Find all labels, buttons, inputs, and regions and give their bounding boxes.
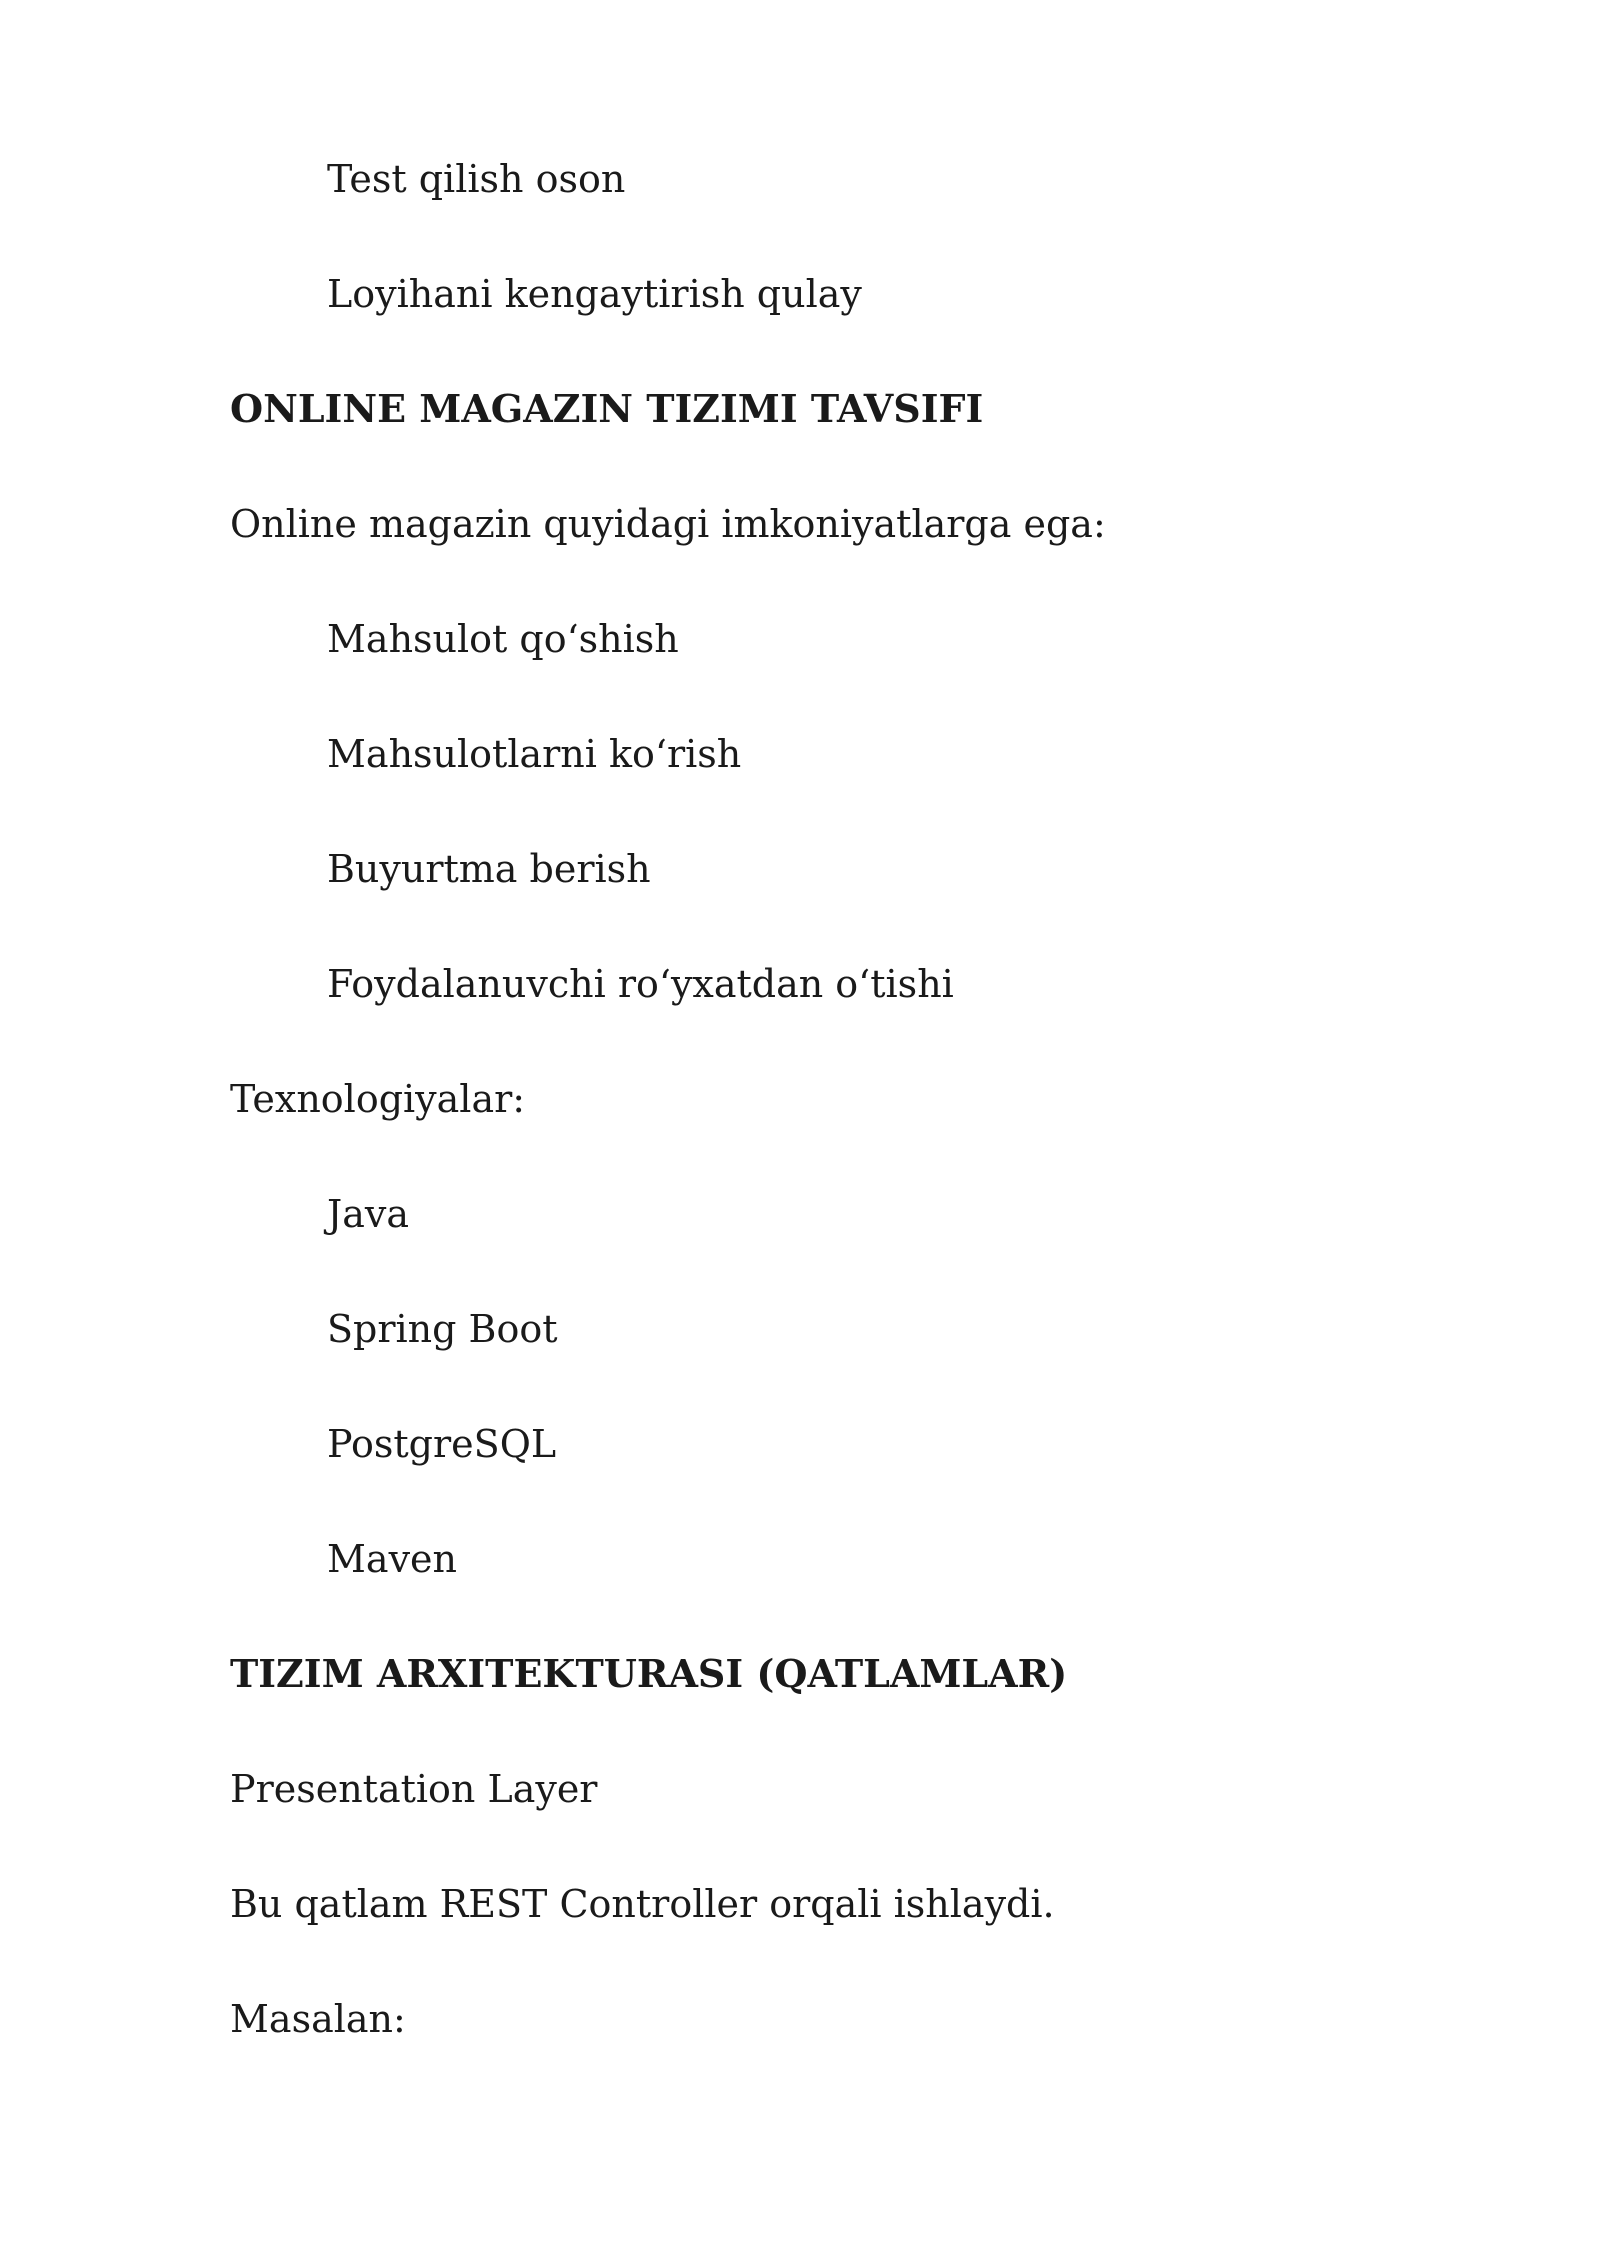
list-item: Foydalanuvchi ro‘yxatdan o‘tishi bbox=[327, 962, 954, 1006]
section-heading: TIZIM ARXITEKTURASI (QATLAMLAR) bbox=[230, 1651, 1068, 1696]
list-item: Java bbox=[327, 1192, 410, 1236]
list-item: Maven bbox=[327, 1537, 457, 1581]
list-item: Mahsulotlarni ko‘rish bbox=[327, 732, 742, 776]
list-item: PostgreSQL bbox=[327, 1422, 557, 1466]
list-item: Test qilish oson bbox=[327, 157, 626, 201]
section-heading: ONLINE MAGAZIN TIZIMI TAVSIFI bbox=[230, 386, 984, 431]
paragraph: Texnologiyalar: bbox=[230, 1077, 526, 1121]
paragraph: Masalan: bbox=[230, 1997, 406, 2041]
list-item: Spring Boot bbox=[327, 1307, 558, 1351]
paragraph: Bu qatlam REST Controller orqali ishlaydi. bbox=[230, 1882, 1055, 1926]
paragraph: Online magazin quyidagi imkoniyatlarga ega: bbox=[230, 502, 1106, 546]
paragraph: Presentation Layer bbox=[230, 1767, 598, 1811]
list-item: Buyurtma berish bbox=[327, 847, 651, 891]
list-item: Loyihani kengaytirish qulay bbox=[327, 272, 862, 316]
list-item: Mahsulot qo‘shish bbox=[327, 617, 679, 661]
